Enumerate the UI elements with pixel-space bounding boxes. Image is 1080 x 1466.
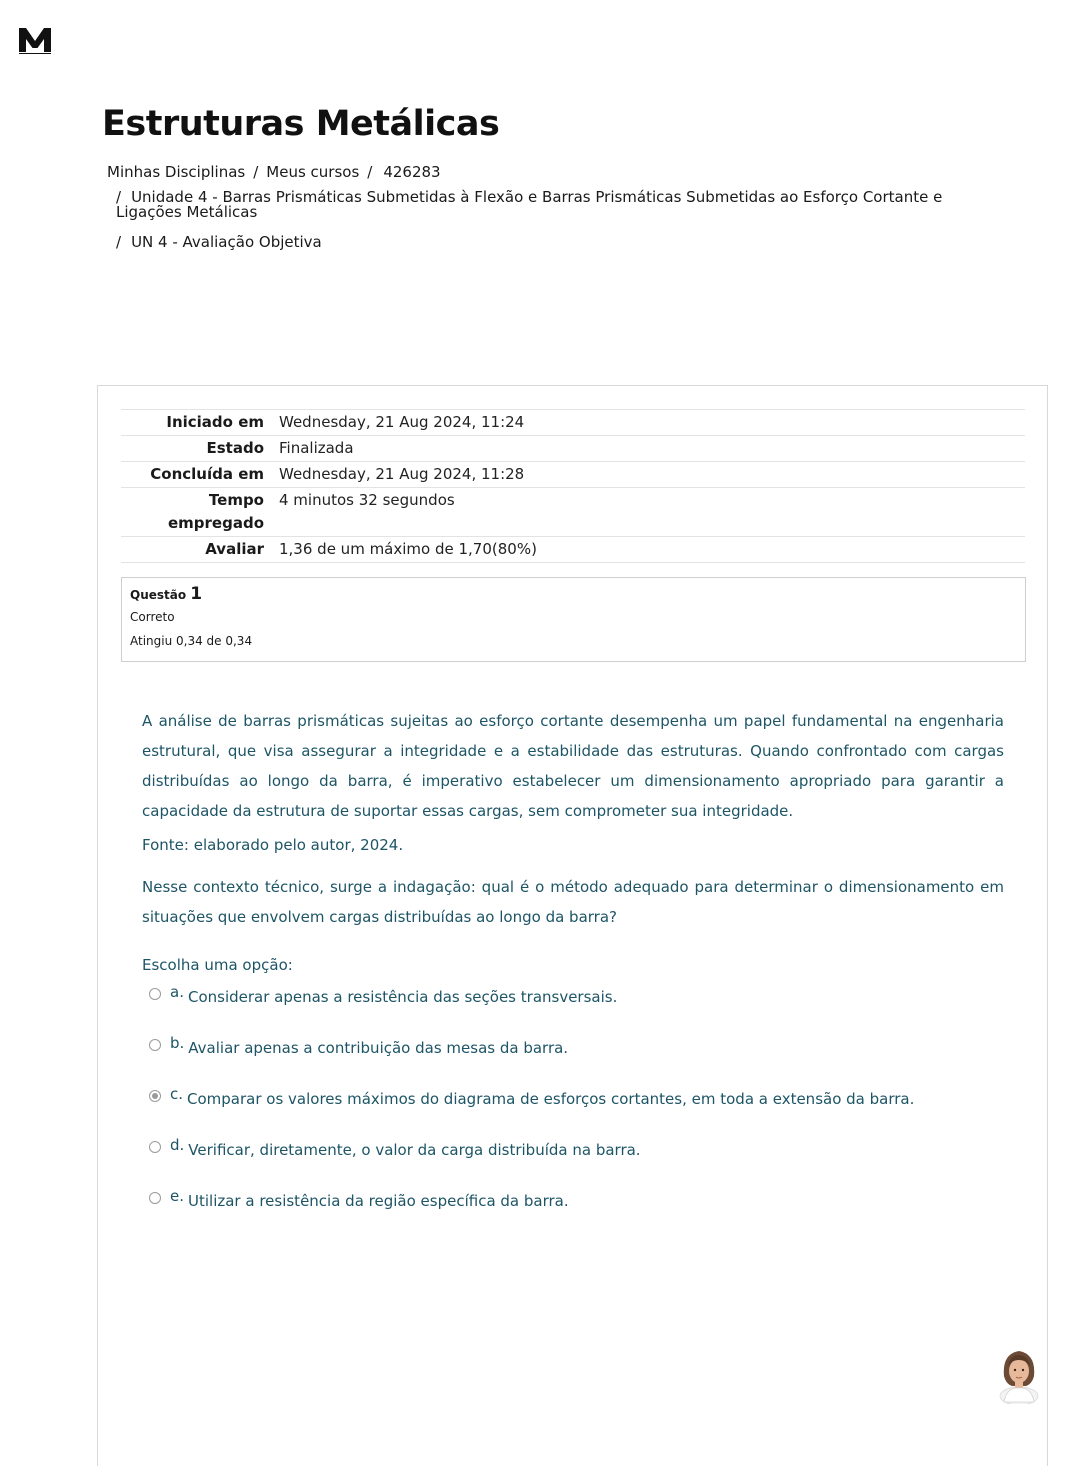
breadcrumb-link-unit[interactable]: Unidade 4 - Barras Prismáticas Submetidas à Flexão e Barras Prismáticas Submetidas ao Esforço Cortante e Ligações Metálicas: [116, 188, 943, 221]
breadcrumb-link-course[interactable]: 426283: [383, 163, 441, 181]
radio-button[interactable]: [149, 988, 161, 1000]
radio-button[interactable]: [149, 1039, 161, 1051]
question-grade: Atingiu 0,34 de 0,34: [130, 634, 253, 648]
summary-row-started: [121, 410, 1025, 436]
summary-row-time-taken: [121, 488, 1025, 537]
radio-button-selected[interactable]: [149, 1090, 161, 1102]
question-number-value: 1: [190, 584, 203, 604]
radio-button[interactable]: [149, 1141, 161, 1153]
quiz-review-panel: [97, 385, 1048, 1466]
question-source: Fonte: elaborado pelo autor, 2024.: [142, 836, 404, 854]
breadcrumb-separator: /: [116, 233, 122, 251]
summary-value: Wednesday, 21 Aug 2024, 11:24: [279, 413, 525, 431]
question-number: [130, 584, 1017, 604]
breadcrumb-link-meus-cursos[interactable]: Meus cursos: [266, 163, 360, 181]
assistant-avatar-icon[interactable]: [996, 1346, 1042, 1404]
breadcrumb-link-minhas-disciplinas[interactable]: Minhas Disciplinas: [107, 163, 246, 181]
question-info-box: [121, 577, 1026, 662]
option-text: Utilizar a resistência da região específica da barra.: [188, 1192, 569, 1210]
question-label: Questão: [130, 588, 187, 602]
summary-value: 1,36 de um máximo de 1,70(80%): [279, 540, 537, 558]
m-logo-icon[interactable]: [18, 26, 52, 54]
breadcrumb-separator: /: [116, 188, 122, 206]
summary-label: Iniciado em: [166, 413, 264, 431]
answer-option-d[interactable]: [149, 1137, 1009, 1188]
choose-option-prompt: Escolha uma opção:: [142, 956, 293, 974]
option-text: Avaliar apenas a contribuição das mesas da barra.: [188, 1039, 569, 1057]
option-text: Verificar, diretamente, o valor da carga distribuída na barra.: [188, 1141, 641, 1159]
option-letter: d.: [170, 1136, 185, 1154]
summary-row-completed: [121, 462, 1025, 488]
breadcrumb-separator: /: [367, 163, 373, 181]
option-letter: e.: [170, 1187, 184, 1205]
answer-option-c[interactable]: [149, 1086, 1009, 1137]
answer-options: [149, 984, 1009, 1239]
question-paragraph: A análise de barras prismáticas sujeitas ao esforço cortante desempenha um papel fundamental na engenharia estrutural, que visa assegurar a integridade e a estabilidade das estruturas. Quando confrontado com cargas distribuídas ao longo da barra, é imperativo estabelecer um dimensionamento apropriado para garantir a capacidade da estrutura de suportar essas cargas, sem comprometer sua integridade.: [142, 712, 1004, 820]
summary-row-state: [121, 436, 1025, 462]
radio-button[interactable]: [149, 1192, 161, 1204]
question-text: [142, 706, 1004, 940]
option-text: Comparar os valores máximos do diagrama de esforços cortantes, em toda a extensão da barra.: [187, 1090, 915, 1108]
breadcrumb: [107, 162, 987, 252]
summary-label: Estado: [206, 439, 264, 457]
summary-value: Finalizada: [279, 439, 354, 457]
answer-option-a[interactable]: [149, 984, 1009, 1035]
option-letter: a.: [170, 983, 184, 1001]
question-paragraph: Nesse contexto técnico, surge a indagação: qual é o método adequado para determinar o dimensionamento em situações que envolvem cargas distribuídas ao longo da barra?: [142, 878, 1004, 926]
option-letter: b.: [170, 1034, 185, 1052]
option-text: Considerar apenas a resistência das seções transversais.: [187, 988, 618, 1006]
option-letter: c.: [170, 1085, 184, 1103]
page-title: Estruturas Metálicas: [102, 104, 500, 144]
summary-label: Avaliar: [205, 540, 264, 558]
summary-value: Wednesday, 21 Aug 2024, 11:28: [279, 465, 525, 483]
attempt-summary-table: [121, 409, 1025, 563]
summary-label: Tempo empregado: [167, 491, 264, 532]
summary-row-grade: [121, 537, 1025, 563]
answer-option-b[interactable]: [149, 1035, 1009, 1086]
question-state: Correto: [130, 610, 175, 624]
summary-label: Concluída em: [150, 465, 264, 483]
breadcrumb-separator: /: [253, 163, 259, 181]
answer-option-e[interactable]: [149, 1188, 1009, 1239]
summary-value: 4 minutos 32 segundos: [279, 491, 455, 509]
breadcrumb-link-quiz[interactable]: UN 4 - Avaliação Objetiva: [131, 233, 322, 251]
